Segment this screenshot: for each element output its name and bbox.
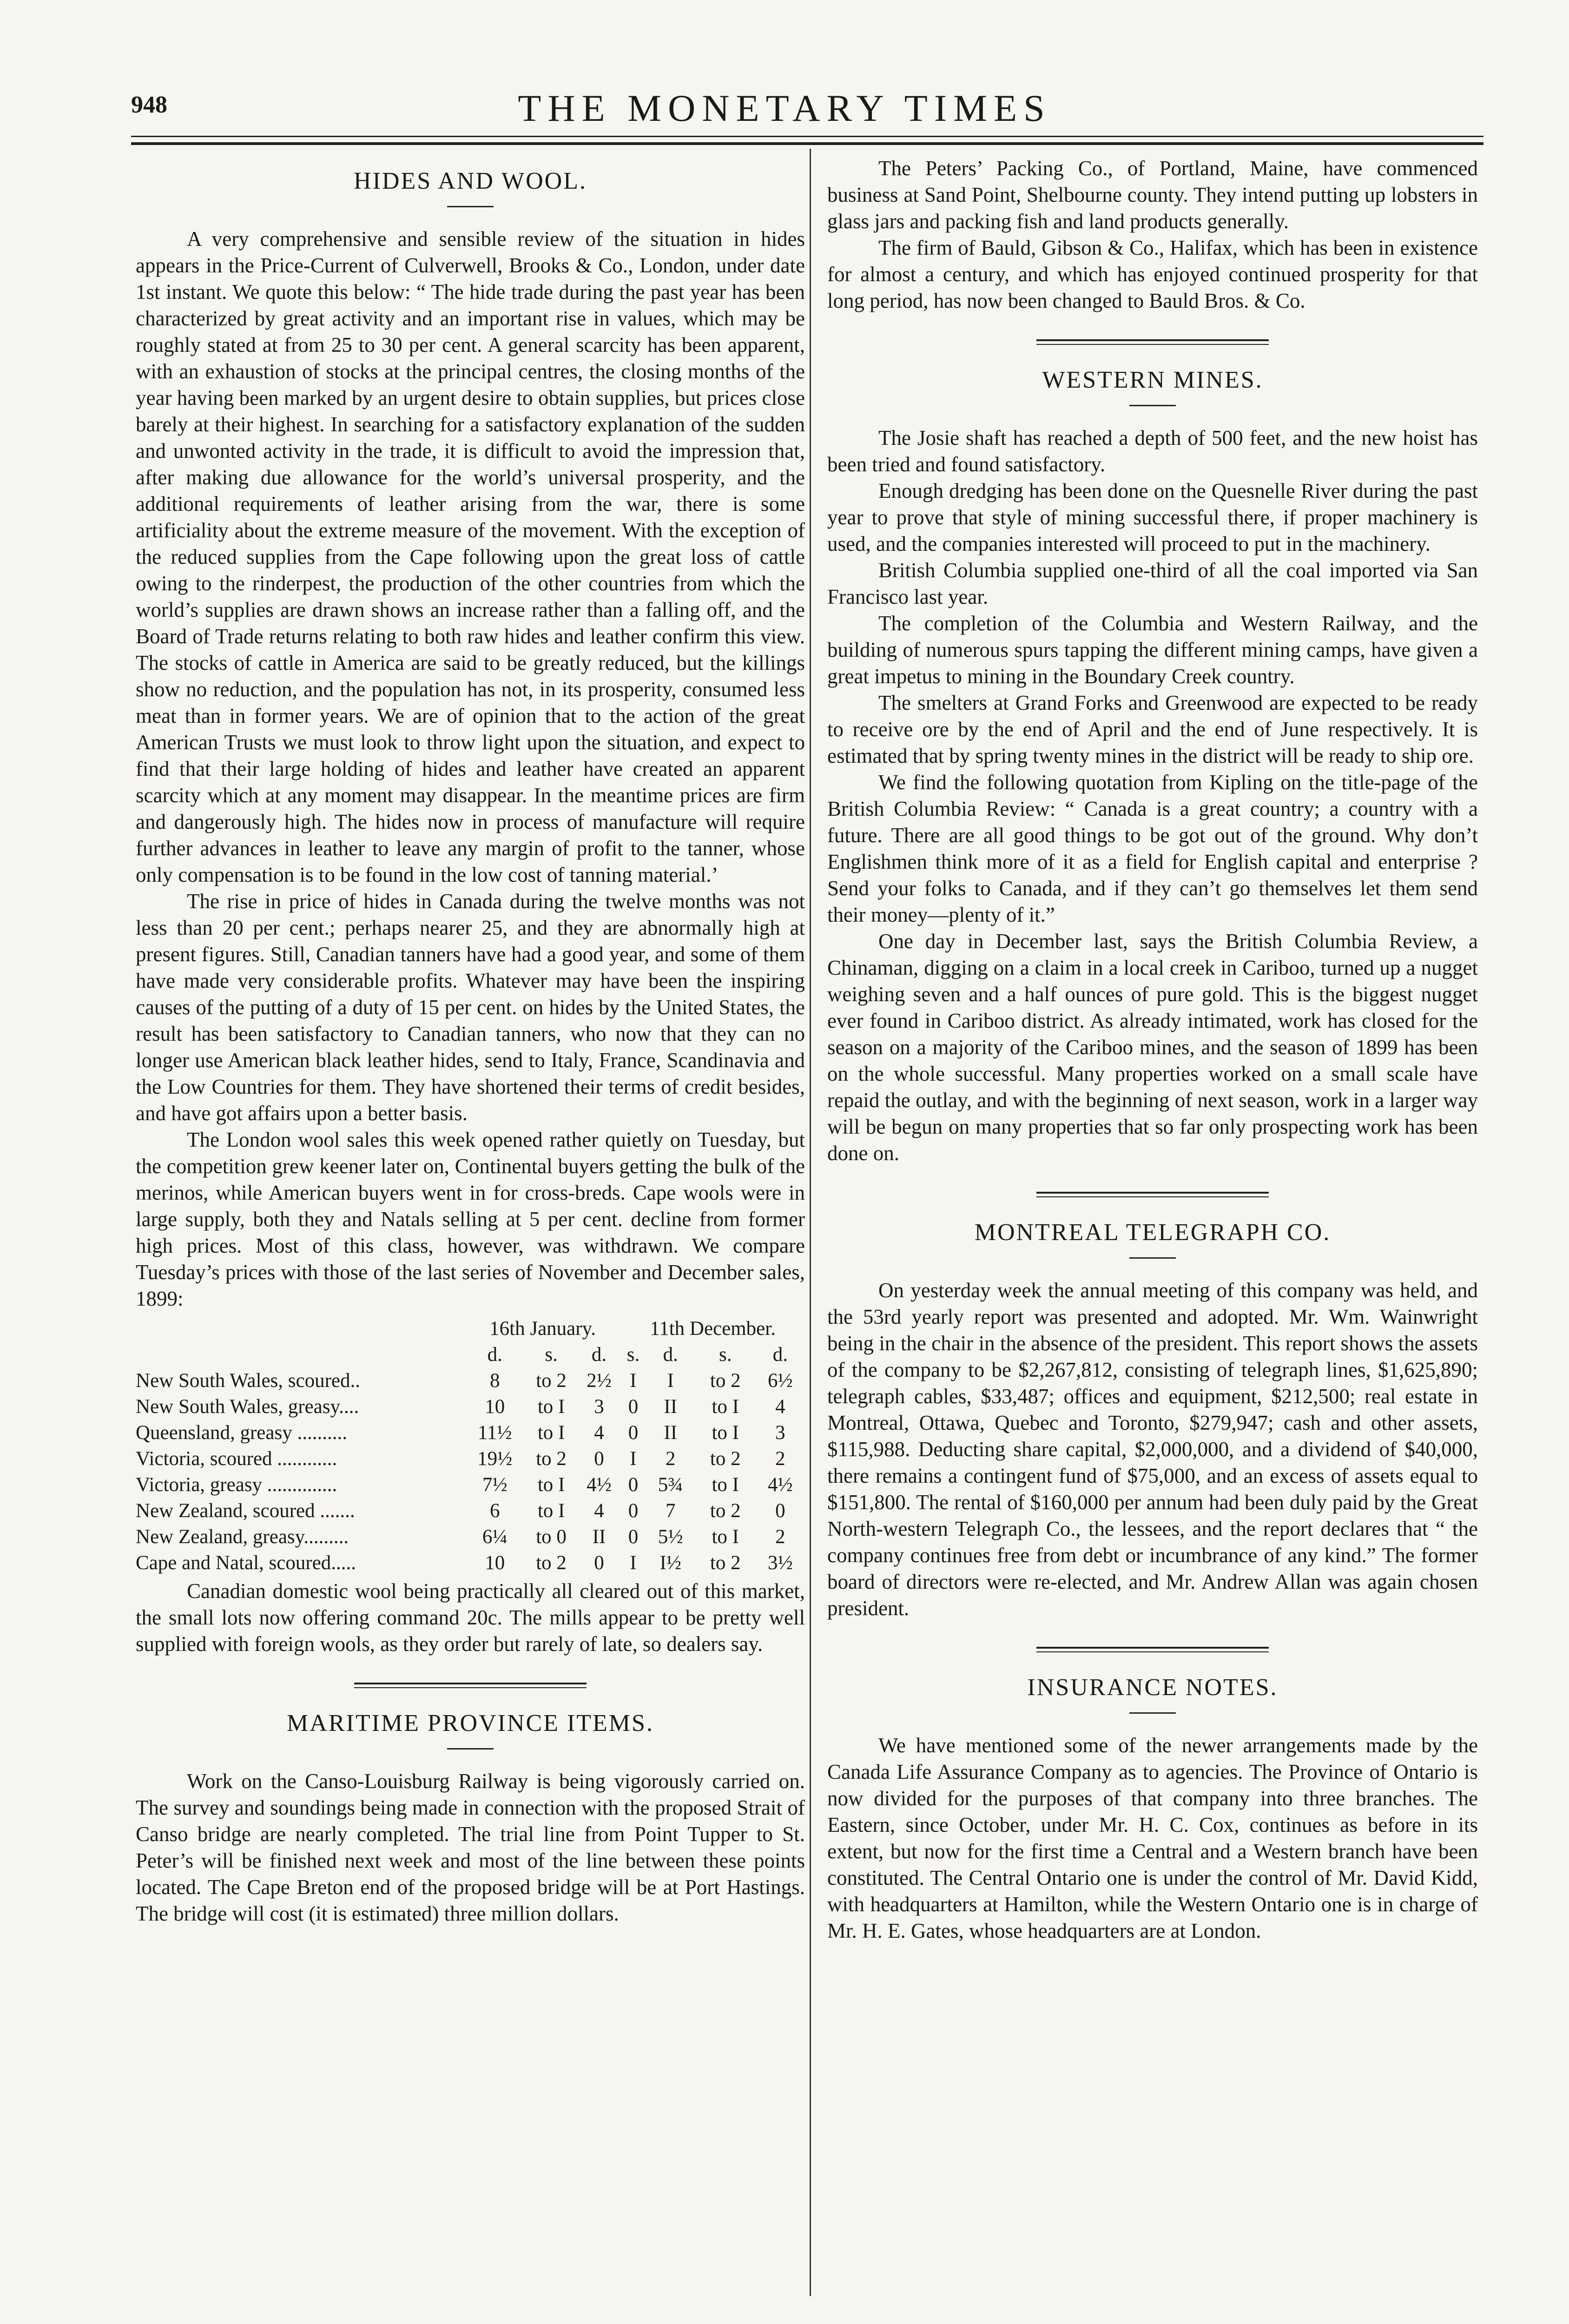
- price-cell: to 2: [536, 1552, 567, 1574]
- page-number: 948: [131, 92, 167, 118]
- price-cell: 7½: [482, 1474, 508, 1496]
- title-rule: [1129, 405, 1176, 406]
- price-cell: to 2: [536, 1370, 567, 1392]
- price-cell: 3½: [767, 1552, 793, 1574]
- wool-type-cell: New South Wales, scoured..: [136, 1370, 360, 1392]
- table-row: [136, 1550, 805, 1576]
- hides-wool-title: HIDES AND WOOL.: [354, 168, 587, 194]
- mines-paragraph: We find the following quotation from Kipling on the title-page of the British Columbia Review: “ Canada is a great country; a country with a future. There are all good things to be got out of the ground. Why don’t Englishmen think more of it as a field for English capital and enterprise ? Send your folks to Canada, and if they can’t go themselves let them send their money—plenty of it.”: [827, 771, 1478, 926]
- table-row: [136, 1524, 805, 1550]
- price-cell: to 2: [710, 1552, 741, 1574]
- price-cell: I½: [659, 1552, 682, 1574]
- column-divider: [810, 149, 811, 2296]
- wool-type-cell: Cape and Natal, scoured.....: [136, 1552, 356, 1574]
- unit-label: d.: [772, 1344, 788, 1366]
- price-cell: 10: [485, 1552, 505, 1574]
- price-cell: 5¾: [658, 1474, 683, 1496]
- wool-type-cell: Victoria, scoured ............: [136, 1448, 337, 1470]
- price-cell: to I: [537, 1396, 565, 1418]
- header-rule-double: [131, 142, 1483, 145]
- insurance-notes-title: INSURANCE NOTES.: [1027, 1674, 1278, 1701]
- price-cell: 3: [594, 1396, 604, 1418]
- col-jan-header: 16th January.: [489, 1318, 596, 1340]
- price-cell: to I: [712, 1526, 739, 1548]
- price-cell: to 2: [710, 1370, 741, 1392]
- table-row: [136, 1394, 805, 1420]
- section-separator: [1036, 1192, 1269, 1197]
- price-cell: 0: [628, 1500, 639, 1522]
- telegraph-paragraph: On yesterday week the annual meeting of this company was held, and the 53rd yearly report was presented and adopted. Mr. Wm. Wainwright being in the chair in the absence of the president. This report shows the assets of the company to be $2,267,812, consisting of telegraph lines, $1,625,890; telegraph cables, $33,487; offices and equipment, $212,500; real estate in Montreal, Ottawa, Quebec and Toronto, $279,947; cash and other assets, $115,988. Deducting share capital, $2,000,000, and a dividend of $40,000, there remains a contingent fund of $75,000, and an excess of assets equal to $151,800. The rental of $160,000 per annum had been duly paid by the Great North-western Telegraph Co., the lessees, and the report declares that “ the company continues free from debt or incumbrance of any kind.” The former board of directors were re-elected, and Mr. Andrew Allan was again chosen president.: [827, 1279, 1478, 1620]
- hides-paragraph: A very comprehensive and sensible review of the situation in hides appears in the Price-Current of Culverwell, Brooks & Co., London, under date 1st instant. We quote this below: “ The hide trade during the past year has been characterized by great activity and an important rise in values, which may be roughly stated at from 25 to 30 per cent. A general scarcity has been apparent, with an exhaustion of stocks at the principal centres, the closing months of the year having been marked by an urgent desire to obtain supplies, but prices close barely at their highest. In searching for a satisfactory explanation of the sudden and unwonted activity in the trade, it is difficult to avoid the impression that, after making due allowance for the world’s universal prosperity, and the additional requirements of leather arising from the war, there is some artificiality about the extreme measure of the movement. With the exception of the reduced supplies from the Cape following upon the great loss of cattle owing to the rinderpest, the production of the other countries from which the world’s supplies are drawn shows an increase rather than a falling off, and the Board of Trade returns relating to both raw hides and leather confirm this view. The stocks of cattle in America are said to be greatly reduced, but the killings show no reduction, and the population has not, in its prosperity, consumed less meat than in former years. We are of opinion that to the action of the great American Trusts we must look to throw light upon the situation, and expect to find that their large holding of hides and leather have created an apparent scarcity which at any moment may disappear. In the meantime prices are firm and dangerously high. The hides now in process of manufacture will require further advances in leather to leave any margin of profit to the tanner, whose only compensation is to be found in the low cost of tanning material.’: [136, 227, 805, 886]
- price-cell: 5½: [658, 1526, 683, 1548]
- price-cell: 0: [628, 1474, 639, 1496]
- hides-paragraph: The rise in price of hides in Canada during the twelve months was not less than 20 per cent.; perhaps nearer 25, and they are abnormally high at present figures. Still, Canadian tanners have had a good year, and some of them have made very considerable profits. Whatever may have been the inspiring causes of the putting of a duty of 15 per cent. on hides by the United States, the result has been satisfactory to Canadian tanners, who now that they can no longer use American black leather hides, send to Italy, France, Scandinavia and the Low Countries for them. They have shortened their terms of credit besides, and have got affairs upon a better basis.: [136, 890, 805, 1125]
- wool-type-cell: New Zealand, greasy.........: [136, 1526, 349, 1548]
- wool-paragraph: The London wool sales this week opened rather quietly on Tuesday, but the competition grew keener later on, Continental buyers getting the bulk of the merinos, while American buyers went in for cross-breds. Cape wools were in large supply, both they and Natals selling at 5 per cent. decline from former high prices. Most of this class, however, was withdrawn. We compare Tuesday’s prices with those of the last series of November and December sales, 1899:: [136, 1128, 805, 1310]
- western-mines-title: WESTERN MINES.: [1042, 367, 1263, 393]
- mines-paragraph: The completion of the Columbia and Western Railway, and the building of numerous spurs tapping the different mining camps, have given a great impetus to mining in the Boundary Creek country.: [827, 612, 1478, 688]
- title-rule: [1129, 1257, 1176, 1259]
- price-cell: 4½: [587, 1474, 612, 1496]
- table-unit-row: [136, 1342, 805, 1368]
- price-cell: I: [667, 1370, 674, 1392]
- price-cell: to I: [537, 1500, 565, 1522]
- maritime-paragraph: The firm of Bauld, Gibson & Co., Halifax, which has been in existence for almost a century, and which has enjoyed continued prosperity for that long period, has now been changed to Bauld Bros. & Co.: [827, 236, 1478, 312]
- price-cell: to 0: [536, 1526, 567, 1548]
- wool-closing-paragraph: Canadian domestic wool being practically all cleared out of this market, the small lots now offering command 20c. The mills appear to be pretty well supplied with foreign wools, as they order but rarely of late, so dealers say.: [136, 1579, 805, 1656]
- mines-paragraph: The smelters at Grand Forks and Greenwood are expected to be ready to receive ore by the end of April and the end of June respectively. It is estimated that by spring twenty mines in the district will be ready to ship ore.: [827, 691, 1478, 767]
- price-cell: 4: [775, 1396, 785, 1418]
- mines-paragraph: Enough dredging has been done on the Quesnelle River during the past year to prove that style of mining successful there, if proper machinery is used, and the companies interested will proceed to put in the machinery.: [827, 479, 1478, 555]
- insurance-paragraph: We have mentioned some of the newer arrangements made by the Canada Life Assurance Company as to agencies. The Province of Ontario is now divided for the purposes of that company into three branches. The Eastern, since October, under Mr. H. C. Cox, continues as before in its extent, but now for the first time a Central and a Western branch have been constituted. The Central Ontario one is under the control of Mr. David Kidd, with headquarters at Hamilton, while the Western Ontario one is in charge of Mr. H. E. Gates, whose headquarters are at London.: [827, 1734, 1478, 1942]
- header-rule: [131, 136, 1483, 137]
- price-cell: to 2: [710, 1448, 741, 1470]
- price-cell: 2: [665, 1448, 676, 1470]
- table-row: [136, 1498, 805, 1524]
- price-cell: 11½: [477, 1422, 512, 1444]
- wool-type-cell: New Zealand, scoured .......: [136, 1500, 355, 1522]
- title-rule: [447, 1748, 494, 1750]
- price-cell: 0: [594, 1448, 604, 1470]
- unit-label: s.: [545, 1344, 558, 1366]
- price-cell: 3: [775, 1422, 785, 1444]
- price-cell: to I: [537, 1422, 565, 1444]
- wool-type-cell: Victoria, greasy ..............: [136, 1474, 337, 1496]
- price-cell: 0: [628, 1526, 639, 1548]
- price-cell: I: [630, 1448, 637, 1470]
- price-cell: 6¼: [482, 1526, 508, 1548]
- title-rule: [1129, 1712, 1176, 1714]
- price-cell: to I: [712, 1474, 739, 1496]
- maritime-paragraph: The Peters’ Packing Co., of Portland, Maine, have commenced business at Sand Point, Shelbourne county. They intend putting up lobsters in glass jars and packing fish and land products generally.: [827, 157, 1478, 233]
- price-cell: to I: [537, 1474, 565, 1496]
- price-cell: 2½: [587, 1370, 612, 1392]
- price-cell: 8: [489, 1370, 500, 1392]
- section-separator: [354, 1683, 587, 1688]
- right-column: [827, 149, 1478, 1944]
- price-cell: 0: [594, 1552, 604, 1574]
- wool-type-cell: Queensland, greasy ..........: [136, 1422, 347, 1444]
- mines-paragraph: British Columbia supplied one-third of all the coal imported via San Francisco last year.: [827, 559, 1478, 608]
- col-dec-header: 11th December.: [650, 1318, 776, 1340]
- price-cell: 4: [594, 1500, 604, 1522]
- unit-label: d.: [591, 1344, 607, 1366]
- table-row: [136, 1420, 805, 1446]
- masthead: THE MONETARY TIMES: [518, 87, 1051, 129]
- price-cell: II: [664, 1396, 678, 1418]
- price-cell: to 2: [536, 1448, 567, 1470]
- price-cell: II: [592, 1526, 606, 1548]
- price-cell: to I: [712, 1396, 739, 1418]
- price-cell: 4½: [767, 1474, 793, 1496]
- title-rule: [447, 206, 494, 207]
- mines-paragraph: One day in December last, says the British Columbia Review, a Chinaman, digging on a claim in a local creek in Cariboo, turned up a nugget weighing seven and a half ounces of pure gold. This is the biggest nugget ever found in Cariboo district. As already intimated, work has closed for the season on a majority of the Cariboo mines, and the season of 1899 has been on the whole successful. Many properties worked on a small scale have repaid the outlay, and with the beginning of next season, work in a larger way will be begun on many properties that so far only prospecting work has been done on.: [827, 930, 1478, 1165]
- price-cell: 4: [594, 1422, 604, 1444]
- price-cell: 19½: [477, 1448, 513, 1470]
- table-header-row: [136, 1316, 805, 1342]
- unit-label: d.: [663, 1344, 678, 1366]
- section-separator: [1036, 1647, 1269, 1652]
- price-cell: 6: [489, 1500, 500, 1522]
- price-cell: 2: [775, 1526, 785, 1548]
- price-cell: 6½: [767, 1370, 793, 1392]
- wool-price-table: [136, 1316, 805, 1576]
- unit-label: s.: [626, 1344, 640, 1366]
- price-cell: 2: [775, 1448, 785, 1470]
- price-cell: 10: [485, 1396, 505, 1418]
- unit-label: d.: [487, 1344, 502, 1366]
- wool-type-cell: New South Wales, greasy....: [136, 1396, 359, 1418]
- maritime-paragraph: Work on the Canso-Louisburg Railway is being vigorously carried on. The survey and soundings being made in connection with the proposed Strait of Canso bridge are nearly completed. The trial line from Point Tupper to St. Peter’s will be finished next week and most of the line between these points located. The Cape Breton end of the proposed bridge will be at Port Hastings. The bridge will cost (it is estimated) three million dollars.: [136, 1769, 805, 1925]
- price-cell: to 2: [710, 1500, 741, 1522]
- left-column: [136, 149, 805, 1927]
- maritime-title: MARITIME PROVINCE ITEMS.: [287, 1710, 654, 1736]
- unit-label: s.: [719, 1344, 732, 1366]
- price-cell: 0: [628, 1396, 639, 1418]
- table-row: [136, 1368, 805, 1394]
- price-cell: 0: [628, 1422, 639, 1444]
- price-cell: II: [664, 1422, 678, 1444]
- price-cell: I: [630, 1552, 637, 1574]
- mines-paragraph: The Josie shaft has reached a depth of 500 feet, and the new hoist has been tried and found satisfactory.: [827, 426, 1478, 476]
- section-separator: [1036, 339, 1269, 345]
- montreal-telegraph-title: MONTREAL TELEGRAPH CO.: [974, 1219, 1331, 1246]
- table-row: [136, 1472, 805, 1498]
- price-cell: 0: [775, 1500, 785, 1522]
- price-cell: I: [630, 1370, 637, 1392]
- table-row: [136, 1446, 805, 1472]
- price-cell: to I: [712, 1422, 739, 1444]
- price-cell: 7: [665, 1500, 676, 1522]
